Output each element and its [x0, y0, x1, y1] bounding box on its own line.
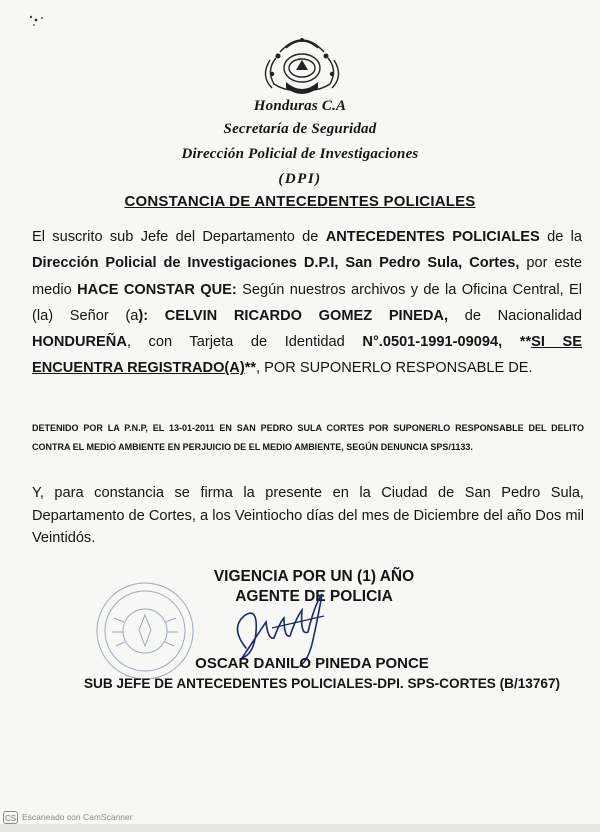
body-bold-certifies: HACE CONSTAR QUE: — [77, 281, 237, 298]
validity-line: VIGENCIA POR UN (1) AÑO — [213, 568, 415, 585]
role-line: AGENTE DE POLICIA — [235, 588, 393, 605]
body-bold-nationality: HONDUREÑA — [32, 334, 127, 351]
signer-title: SUB JEFE DE ANTECEDENTES POLICIALES-DPI. SPS-CORTES (B/13767) — [83, 676, 561, 691]
certification-paragraph — [32, 224, 582, 382]
closing-paragraph: Y, para constancia se firma la presente en la Ciudad de San Pedro Sula, Departamento de Cortes, a los Veintiocho días del mes de Diciembre del año Dos mil Veintidós. — [32, 485, 584, 546]
body-bold-stars-close: ** — [244, 360, 257, 377]
header-acronym: (DPI) — [278, 171, 322, 187]
record-detail: DETENIDO POR LA P.N.P, EL 13-01-2011 EN SAN PEDRO SULA CORTES POR SUPONERLO RESPONSABLE DEL DELITO CONTRA EL MEDIO AMBIENTE EN PERJUICIO DE EL MEDIO AMBIENTE, SEGÚN DENUNCIA SPS/1133. — [32, 423, 584, 452]
camscanner-logo-icon: CS — [3, 811, 18, 824]
body-text-4: Según nuestros archivos y de la Oficina Central, El (la) Señor (a — [32, 281, 582, 324]
body-text-5: de Nacionalidad — [448, 307, 582, 324]
scan-edge-shadow — [0, 824, 600, 832]
body-text-7: , POR SUPONERLO RESPONSABLE DE. — [256, 360, 533, 377]
body-text-1: El suscrito sub Jefe del Departamento de — [32, 229, 326, 245]
document-title: CONSTANCIA DE ANTECEDENTES POLICIALES — [124, 193, 476, 210]
body-bold-id-number: N°.0501-1991-09094, — [362, 334, 503, 351]
coat-of-arms-icon — [256, 30, 348, 102]
body-bold-stars-open: ** — [519, 334, 532, 351]
body-registered-status: SI SE ENCUENTRA REGISTRADO(A) — [32, 334, 583, 377]
header-ministry: Secretaría de Seguridad — [223, 121, 377, 137]
body-bold-person-name: ): CELVIN RICARDO GOMEZ PINEDA, — [138, 307, 449, 324]
body-bold-department: ANTECEDENTES POLICIALES — [325, 229, 540, 245]
signer-name: OSCAR DANILO PINEDA PONCE — [195, 655, 429, 672]
body-text-2: de la — [539, 229, 582, 245]
scanner-watermark-text: Escaneado con CamScanner — [22, 812, 133, 822]
body-text-6: , con Tarjeta de Identidad — [126, 334, 363, 351]
body-text-3: por este medio — [32, 255, 582, 298]
body-bold-directorate: Dirección Policial de Investigaciones D.P.I, San Pedro Sula, Cortes, — [32, 255, 520, 272]
header-directorate: Dirección Policial de Investigaciones — [181, 146, 419, 162]
scan-speck-marks — [28, 14, 48, 28]
header-country: Honduras C.A — [253, 98, 347, 114]
